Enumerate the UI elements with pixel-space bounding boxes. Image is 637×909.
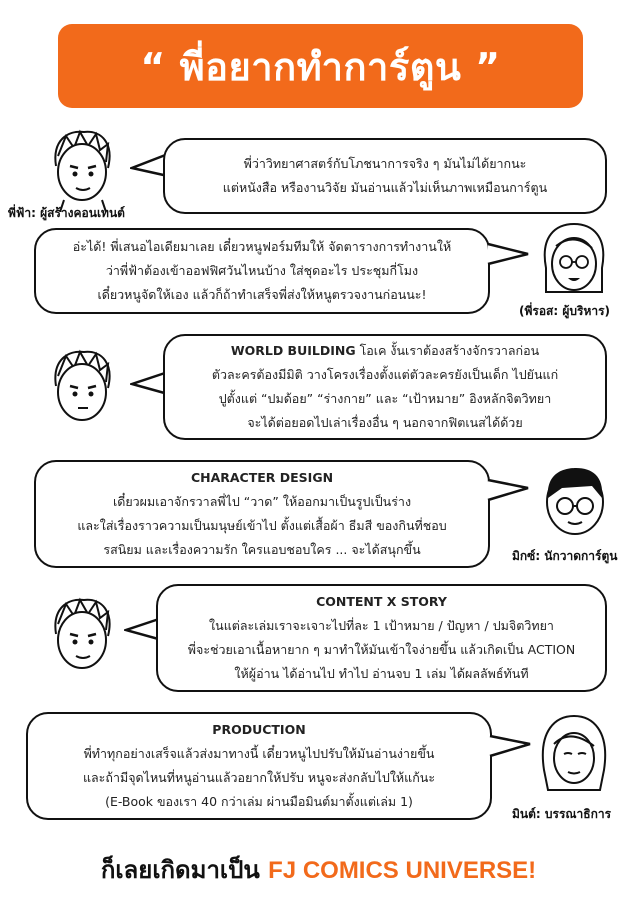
brand-name: FJ COMICS UNIVERSE! — [268, 857, 537, 884]
section-title: CONTENT X STORY — [316, 594, 447, 609]
man-avatar-icon — [38, 594, 126, 680]
dialog-line: พี่ทำทุกอย่างเสร็จแล้วส่งมาทางนี้ เดี๋ยวหนูไปปรับให้มันอ่านง่ายขึ้น — [83, 746, 435, 761]
man-avatar-icon — [38, 126, 126, 212]
dialog-line: (E-Book ของเรา 40 กว่าเล่ม ผ่านมือมินต์มาตั้งแต่เล่ม 1) — [105, 794, 413, 809]
dialog-line: และถ้ามีจุดไหนที่หนูอ่านแล้วอยากให้ปรับ หนูจะส่งกลับไปให้แก้นะ — [82, 770, 436, 785]
title-banner — [58, 24, 583, 108]
speaker-name: มิกซ์: นักวาดการ์ตูน — [512, 549, 618, 563]
speech-bubble — [163, 334, 607, 440]
footer-prefix: ก็เลยเกิดมาเป็น — [100, 856, 269, 884]
section-title: WORLD BUILDING — [230, 343, 356, 358]
bubble-tail — [486, 240, 530, 270]
speech-bubble — [34, 460, 490, 568]
dialog-line: พี่จะช่วยเอาเนื้อหายาก ๆ มาทำให้มันเข้าใจง่ายขึ้น แล้วเกิดเป็น ACTION — [187, 642, 576, 657]
footer-tagline — [0, 850, 637, 889]
bubble-tail — [486, 476, 530, 506]
dialog-line: ให้ผู้อ่าน ได้อ่านไป ทำไป อ่านจบ 1 เล่ม ได้ผลลัพธ์ทันที — [234, 666, 529, 681]
dialog-line: และใส่เรื่องราวความเป็นมนุษย์เข้าไป ตั้งแต่เสื้อผ้า ธีมสี ของกินที่ชอบ — [77, 518, 447, 533]
dialog-line: ตัวละครต้องมีมิติ วางโครงเรื่องตั้งแต่ตัวละครยังเป็นเด็ก ไปยันแก่ — [211, 367, 559, 382]
man-avatar-icon — [38, 346, 126, 432]
artist-avatar-icon — [532, 460, 618, 544]
dialog-line: เดี๋ยวหนูจัดให้เอง แล้วก็ถ้าทำเสร็จพี่ส่งให้หนูตรวจงานก่อนนะ! — [97, 287, 427, 302]
section-title: PRODUCTION — [212, 722, 306, 737]
dialog-line: อ่ะได้! พี่เสนอไอเดียมาเลย เดี๋ยวหนูฟอร์มทีมให้ จัดตารางการทำงานให้ — [72, 239, 452, 254]
dialog-line: รสนิยม และเรื่องความรัก ใครแอบชอบใคร ... จะได้สนุกขึ้น — [103, 542, 421, 557]
speaker-name: มินต์: บรรณาธิการ — [512, 807, 612, 821]
dialog-line: แต่หนังสือ หรืองานวิจัย มันอ่านแล้วไม่เห็นภาพเหมือนการ์ตูน — [222, 180, 548, 195]
speech-bubble — [26, 712, 492, 820]
dialog-line: ว่าพี่ฟ้าต้องเข้าออฟฟิศวันไหนบ้าง ใส่ชุดอะไร ประชุมกี่โมง — [105, 263, 419, 278]
dialog-line: เดี๋ยวผมเอาจักรวาลพี่ไป “วาด” ให้ออกมาเป็นรูปเป็นร่าง — [112, 494, 412, 509]
woman-glasses-avatar-icon — [530, 218, 618, 304]
page-title: “ พี่อยากทำการ์ตูน ” — [140, 44, 501, 89]
editor-avatar-icon — [530, 710, 618, 798]
dialog-line: พี่ว่าวิทยาศาสตร์กับโภชนาการจริง ๆ มันไม่ได้ยากนะ — [243, 156, 527, 171]
speaker-name: พี่ฟ้า: ผู้สร้างคอนเทนต์ — [8, 206, 125, 220]
speech-bubble — [163, 138, 607, 214]
dialog-line: ปูตั้งแต่ “ปมด้อย” “ร่างกาย” และ “เป้าหมาย” อิงหลักจิตวิทยา — [218, 391, 552, 406]
speech-bubble — [156, 584, 607, 692]
dialog-line: จะได้ต่อยอดไปเล่าเรื่องอื่น ๆ นอกจากฟิตเนสได้ด้วย — [247, 415, 523, 430]
speech-bubble — [34, 228, 490, 314]
dialog-line: โอเค งั้นเราต้องสร้างจักรวาลก่อน — [359, 343, 540, 358]
bubble-tail — [488, 732, 532, 762]
speaker-name: (พี่รอส: ผู้บริหาร) — [519, 304, 611, 318]
section-title: CHARACTER DESIGN — [190, 470, 334, 485]
dialog-line: ในแต่ละเล่มเราจะเจาะไปที่ละ 1 เป้าหมาย / ปัญหา / ปมจิตวิทยา — [209, 618, 554, 633]
